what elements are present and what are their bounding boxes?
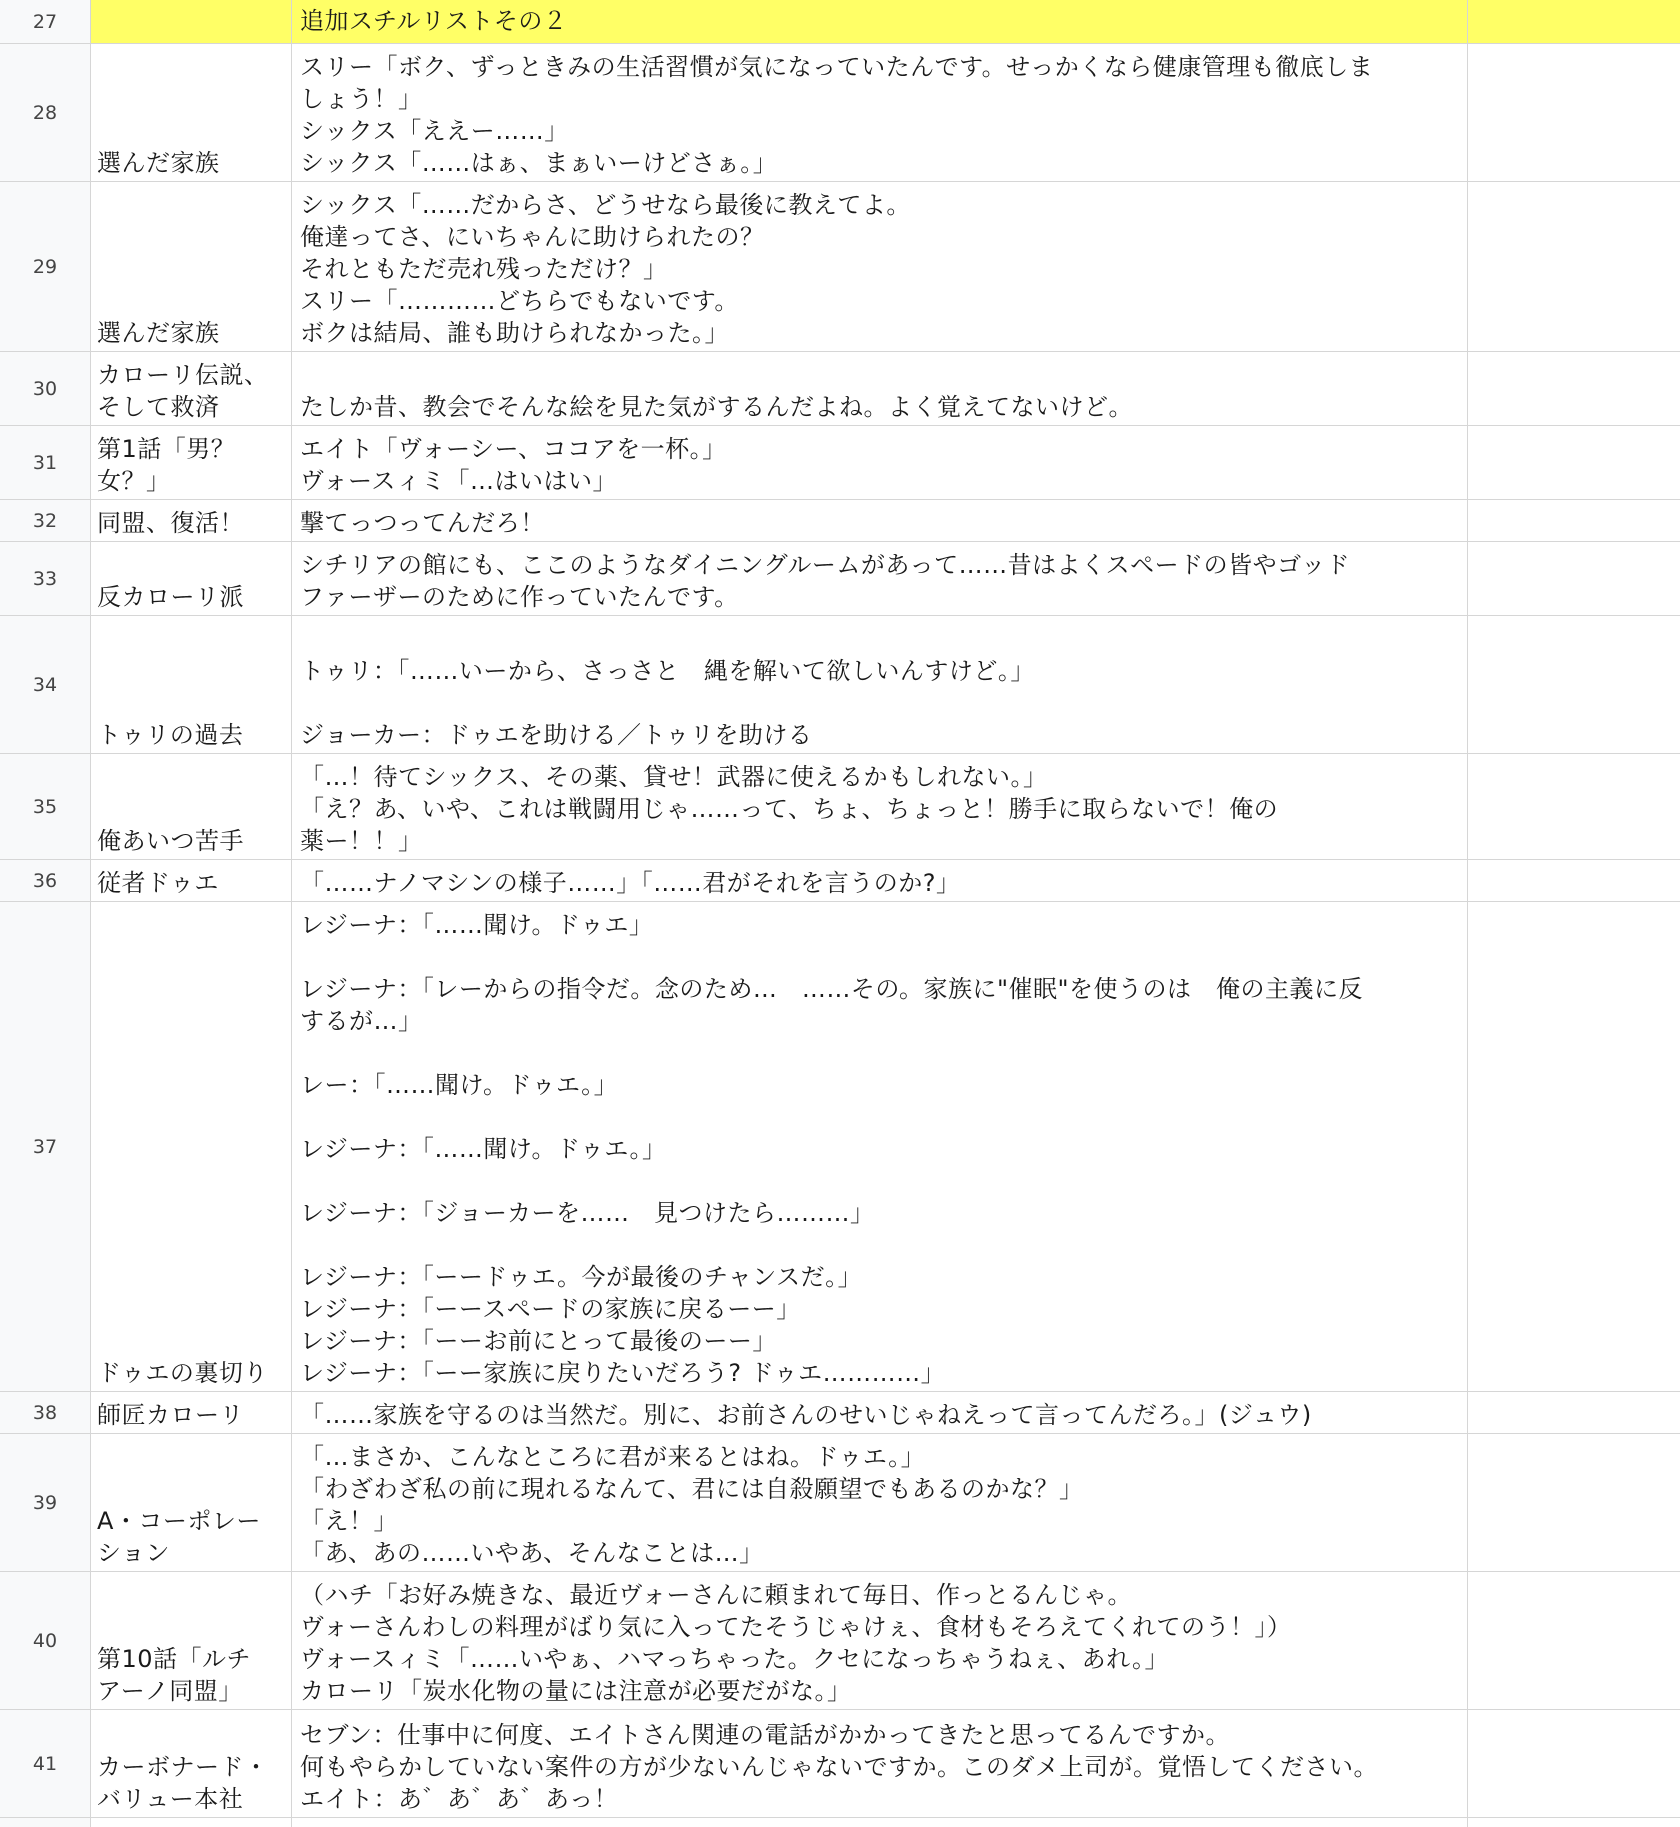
table-row [0,426,1680,500]
cell-dialogue[interactable] [292,182,1468,351]
row-header[interactable]: 33 [0,542,91,615]
row-header[interactable]: 38 [0,1392,91,1433]
cell-title[interactable] [91,542,292,615]
title-line: カローリ伝説、 [97,361,269,389]
title-line: そして救済 [97,393,220,421]
title-line: 第10話「ルチ [97,1645,252,1673]
cell-dialogue[interactable] [292,1572,1468,1709]
cell-title[interactable] [91,616,292,753]
dialogue-line [300,1165,1459,1197]
cell-empty[interactable] [1468,500,1680,541]
row-header[interactable]: 37 [0,902,91,1391]
dialogue-line: 「あ、あの……いやあ、そんなことは…」 [300,1539,764,1567]
table-row [0,0,1680,44]
dialogue-line: ヴォーさんわしの料理がばり気に入ってたそうじゃけぇ、食材もそろえてくれてのう！」） [300,1613,1292,1641]
dialogue-line: 「……ナノマシンの様子……」「……君がそれを言うのか?」 [300,869,961,897]
dialogue-line: 「え！」 [300,1507,398,1535]
cell-empty[interactable] [1468,542,1680,615]
dialogue-line: レジーナ：「ーースペードの家族に戻るーー」 [300,1295,801,1323]
cell-empty[interactable] [1468,182,1680,351]
dialogue-line: トゥリ：「……いーから、さっさと 縄を解いて欲しいんすけど。」 [300,657,1035,685]
table-row [0,1434,1680,1572]
title-line: トゥリの過去 [97,721,244,749]
dialogue-line: スリー「…………どちらでもないです。 [300,287,739,315]
cell-empty[interactable] [1468,352,1680,425]
dialogue-line: セブン：仕事中に何度、エイトさん関連の電話がかかってきたと思ってるんですか。 [300,1721,1231,1749]
table-row [0,902,1680,1392]
title-line: ドゥエの裏切り [97,1359,268,1387]
row-header[interactable]: 41 [0,1710,91,1817]
cell-empty[interactable] [1468,1572,1680,1709]
dialogue-line: ボクは結局、誰も助けられなかった。」 [300,319,729,347]
cell-empty[interactable] [1468,44,1680,181]
cell-empty[interactable] [1468,426,1680,499]
row-header[interactable]: 35 [0,754,91,859]
cell-dialogue[interactable] [292,44,1468,181]
cell-dialogue[interactable] [292,754,1468,859]
cell-title[interactable] [91,1392,292,1433]
dialogue-line: レジーナ：「ーー家族に戻りたいだろう? ドゥエ…………」 [300,1359,946,1387]
table-row [0,542,1680,616]
title-line: 同盟、復活！ [97,509,244,537]
table-row [0,754,1680,860]
cell-empty[interactable] [1468,616,1680,753]
dialogue-line: 「…！待てシックス、その薬、貸せ！武器に使えるかもしれない。」 [300,763,1048,791]
dialogue-line: ファーザーのために作っていたんです。 [300,583,739,611]
dialogue-line: 俺達ってさ、にいちゃんに助けられたの？ [300,223,765,251]
dialogue-line: 薬ー！！」 [300,827,423,855]
dialogue-line: それともただ売れ残っただけ？」 [300,255,668,283]
row-header[interactable]: 34 [0,616,91,753]
dialogue-line: 何もやらかしていない案件の方が少ないんじゃないですか。このダメ上司が。覚悟してください。 [300,1753,1378,1781]
table-row-partial [0,1818,1680,1827]
dialogue-line: しょう！」 [300,85,423,113]
cell-empty[interactable] [1468,1434,1680,1571]
dialogue-line: シックス「……はぁ、まぁいーけどさぁ。」 [300,149,778,177]
cell-dialogue[interactable] [292,0,1468,43]
title-line: ション [97,1539,171,1567]
dialogue-line: （ハチ「お好み焼きな、最近ヴォーさんに頼まれて毎日、作っとるんじゃ。 [300,1581,1133,1609]
title-line: 女？」 [97,467,171,495]
dialogue-line: レジーナ：「……聞け。ドゥエ」 [300,911,654,939]
dialogue-line: スリー「ボク、ずっときみの生活習慣が気になっていたんです。せっかくなら健康管理も徹底しま [300,53,1374,81]
table-row [0,1392,1680,1434]
dialogue-line: エイト「ヴォーシー、ココアを一杯。」 [300,435,727,463]
dialogue-line: シックス「……だからさ、どうせなら最後に教えてよ。 [300,191,911,219]
table-row [0,1710,1680,1818]
dialogue-line: 「わざわざ私の前に現れるなんて、君には自殺願望でもあるのかな？」 [300,1475,1084,1503]
title-line: アーノ同盟」 [97,1677,243,1705]
dialogue-line: ジョーカー：ドゥエを助ける／トゥリを助ける [300,721,813,749]
dialogue-line [300,1229,1459,1261]
title-line: バリュー本社 [97,1785,244,1813]
row-header[interactable]: 39 [0,1434,91,1571]
cell-dialogue[interactable] [292,860,1468,901]
cell-dialogue[interactable] [292,1818,1468,1827]
dialogue-line: 「……家族を守るのは当然だ。別に、お前さんのせいじゃねえって言ってんだろ。」(ジュウ) [300,1401,1312,1429]
cell-title[interactable] [91,1434,292,1571]
table-row [0,500,1680,542]
dialogue-line [300,687,1459,719]
cell-title[interactable] [91,426,292,499]
cell-title[interactable] [91,1818,292,1827]
dialogue-line: ヴォースィミ「……いやぁ、ハマっちゃった。クセになっちゃうねぇ、あれ。」 [300,1645,1170,1673]
cell-empty[interactable] [1468,754,1680,859]
cell-title[interactable] [91,500,292,541]
cell-title[interactable] [91,0,292,43]
table-row [0,860,1680,902]
cell-dialogue[interactable] [292,616,1468,753]
dialogue-line: 「え？あ、いや、これは戦闘用じゃ……って、ちょ、ちょっと！勝手に取らないで！俺の [300,795,1279,823]
cell-title[interactable] [91,44,292,181]
row-header[interactable]: 28 [0,44,91,181]
dialogue-line: ヴォースィミ「…はいはい」 [300,467,618,495]
row-header[interactable]: 40 [0,1572,91,1709]
dialogue-line: するが…」 [300,1007,423,1035]
cell-dialogue[interactable] [292,1710,1468,1817]
cell-empty[interactable] [1468,860,1680,901]
cell-empty[interactable] [1468,0,1680,43]
cell-dialogue[interactable] [292,426,1468,499]
cell-dialogue[interactable] [292,902,1468,1391]
cell-title[interactable] [91,754,292,859]
table-row [0,182,1680,352]
cell-dialogue[interactable] [292,1392,1468,1433]
dialogue-line: レジーナ：「ーードゥエ。今が最後のチャンスだ。」 [300,1263,863,1291]
table-row [0,1572,1680,1710]
cell-empty[interactable] [1468,1710,1680,1817]
title-line: 師匠カローリ [97,1401,244,1429]
title-line: 選んだ家族 [97,319,220,347]
dialogue-line: エイト：あ゛あ゛あ゛あっ！ [300,1785,619,1813]
cell-title[interactable] [91,1710,292,1817]
dialogue-line: レー：「……聞け。ドゥエ。」 [300,1071,619,1099]
cell-dialogue[interactable] [292,1434,1468,1571]
row-header[interactable] [0,1818,91,1827]
dialogue-line: カローリ「炭水化物の量には注意が必要だがな。」 [300,1677,852,1705]
cell-empty[interactable] [1468,1818,1680,1827]
cell-dialogue[interactable] [292,352,1468,425]
cell-title[interactable] [91,902,292,1391]
cell-dialogue[interactable] [292,500,1468,541]
dialogue-line [300,941,1459,973]
title-line: 第1話「男？ [97,435,236,463]
title-line: 従者ドゥエ [97,869,219,897]
dialogue-line: レジーナ：「レーからの指令だ。念のため… ……その。家族に"催眠"を使うのは 俺の主義に反 [300,975,1364,1003]
cell-title[interactable] [91,352,292,425]
cell-title[interactable] [91,182,292,351]
dialogue-line: 追加スチルリストその２ [300,6,568,35]
row-header[interactable]: 29 [0,182,91,351]
cell-empty[interactable] [1468,902,1680,1391]
dialogue-line: レジーナ：「ーーお前にとって最後のーー」 [300,1327,777,1355]
row-header[interactable]: 31 [0,426,91,499]
dialogue-line [300,1037,1459,1069]
dialogue-line: たしか昔、教会でそんな絵を見た気がするんだよね。よく覚えてないけど。 [300,393,1133,421]
table-row [0,44,1680,182]
title-line: A・コーポレー [97,1507,261,1535]
dialogue-line [300,1101,1459,1133]
title-line: 選んだ家族 [97,149,220,177]
title-line: 反カローリ派 [97,583,244,611]
cell-empty[interactable] [1468,1392,1680,1433]
title-line: 俺あいつ苦手 [97,827,244,855]
dialogue-line: シチリアの館にも、ここのようなダイニングルームがあって……昔はよくスペードの皆やゴッド [300,551,1351,579]
cell-title[interactable] [91,860,292,901]
dialogue-line: レジーナ：「ジョーカーを…… 見つけたら………」 [300,1199,875,1227]
table-row [0,616,1680,754]
cell-title[interactable] [91,1572,292,1709]
title-line: カーボナード・ [97,1753,269,1781]
dialogue-line: 撃てっつってんだろ！ [300,509,545,537]
row-header[interactable]: 30 [0,352,91,425]
row-header[interactable]: 36 [0,860,91,901]
row-header[interactable]: 32 [0,500,91,541]
dialogue-line: シックス「ええー……」 [300,117,569,145]
table-row [0,352,1680,426]
cell-dialogue[interactable] [292,542,1468,615]
dialogue-line: 「…まさか、こんなところに君が来るとはね。ドゥエ。」 [300,1443,926,1471]
row-header[interactable]: 27 [0,0,91,43]
dialogue-line: レジーナ：「……聞け。ドゥエ。」 [300,1135,667,1163]
